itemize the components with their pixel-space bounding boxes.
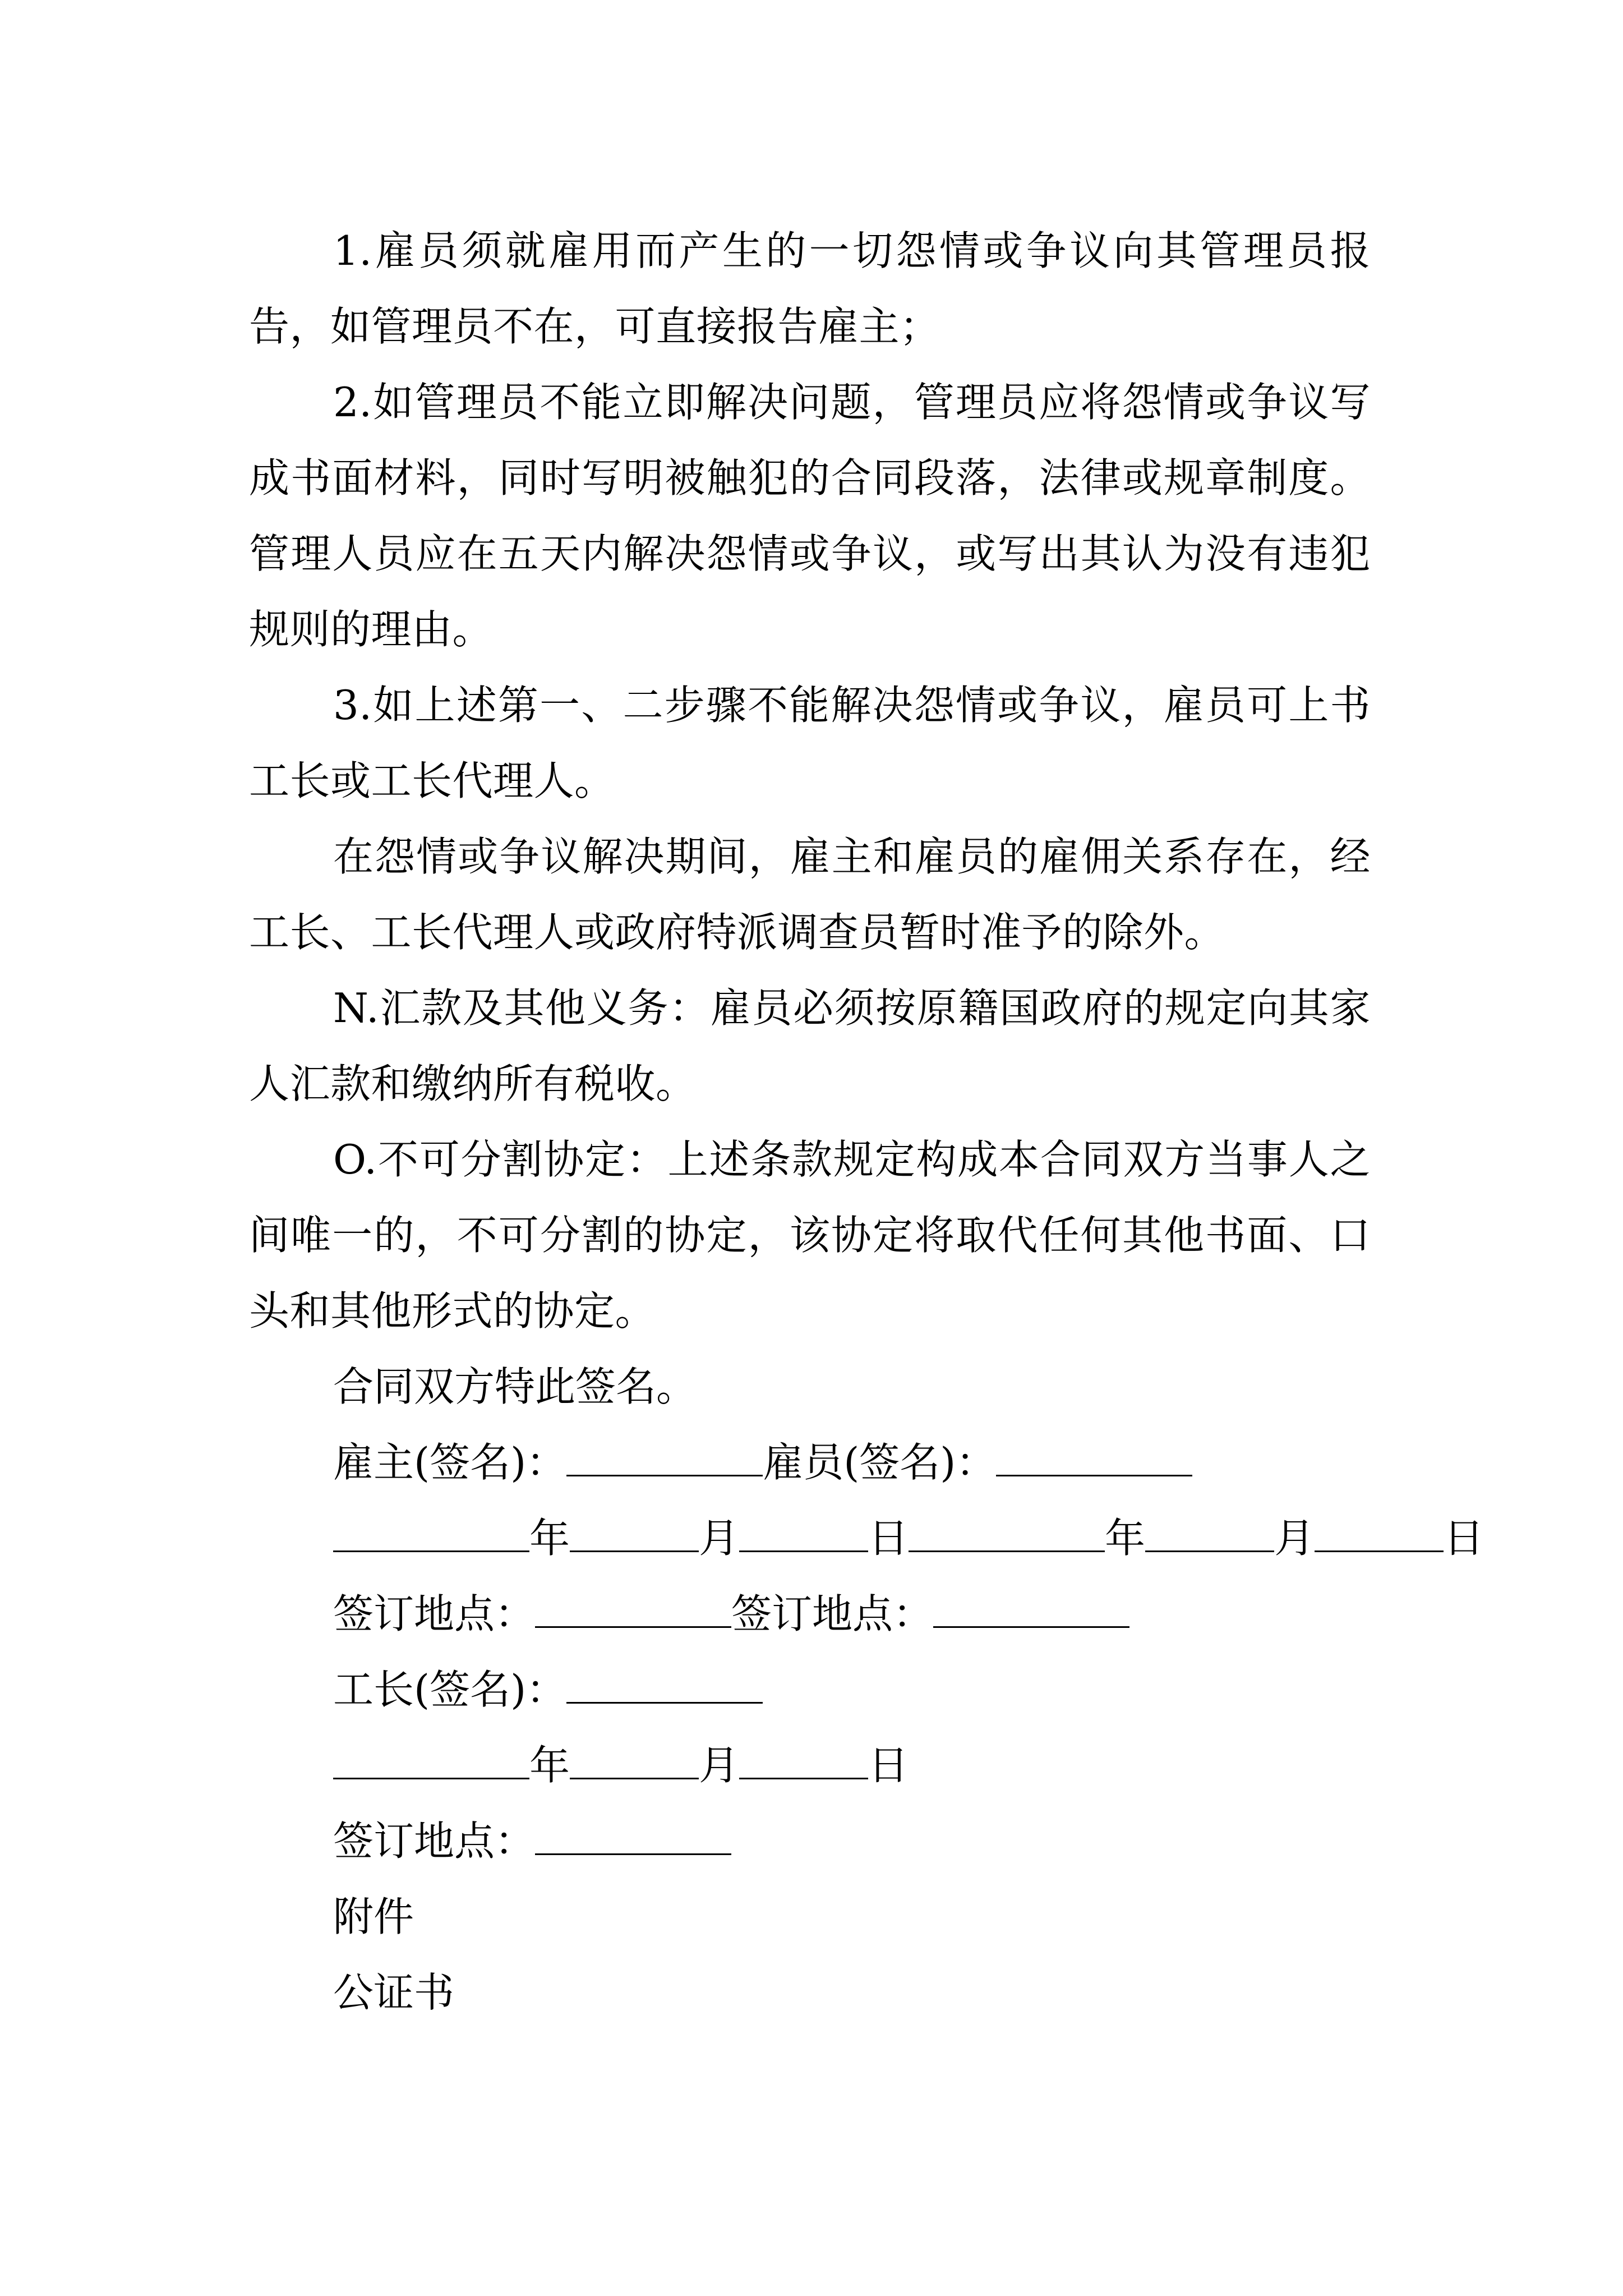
employer-signature-label: 雇主(签名)： bbox=[333, 1439, 567, 1486]
foreman-place-label: 签订地点： bbox=[333, 1818, 536, 1865]
day-label: 日 bbox=[868, 1742, 909, 1789]
month-label: 月 bbox=[699, 1515, 740, 1562]
foreman-year-blank bbox=[333, 1744, 529, 1779]
clause-3: 3.如上述第一、二步骤不能解决怨情或争议，雇员可上书工长或工长代理人。 bbox=[249, 682, 1371, 804]
employee-signature-blank bbox=[996, 1441, 1192, 1476]
employer-year-blank bbox=[333, 1517, 529, 1552]
signing-statement: 合同双方特此签名。 bbox=[333, 1363, 697, 1410]
clause-1: 1.雇员须就雇用而产生的一切怨情或争议向其管理员报告，如管理员不在，可直接报告雇主； bbox=[249, 227, 1371, 350]
place-line-parties bbox=[249, 1576, 1371, 1652]
month-label: 月 bbox=[699, 1742, 740, 1789]
dispute-period-paragraph: 在怨情或争议解决期间，雇主和雇员的雇佣关系存在，经工长、工长代理人或政府特派调查员暂时准予的除外。 bbox=[249, 833, 1371, 956]
year-label: 年 bbox=[529, 1742, 570, 1789]
clause-o-entire-agreement: O.不可分割协定：上述条款规定构成本合同双方当事人之间唯一的，不可分割的协定，该协定将取代任何其他书面、口头和其他形式的协定。 bbox=[249, 1136, 1371, 1335]
day-label: 日 bbox=[868, 1515, 909, 1562]
year-label: 年 bbox=[1105, 1515, 1146, 1562]
foreman-signature-label: 工长(签名)： bbox=[333, 1666, 567, 1713]
employee-year-blank bbox=[909, 1517, 1105, 1552]
foreman-date-line bbox=[249, 1728, 1371, 1803]
year-label: 年 bbox=[529, 1515, 570, 1562]
employer-month-blank bbox=[570, 1517, 699, 1552]
employer-place-label: 签订地点： bbox=[333, 1590, 536, 1637]
signature-line-parties bbox=[249, 1425, 1371, 1501]
document-content bbox=[249, 213, 1484, 2031]
notary-certificate-title: 公证书 bbox=[333, 1969, 455, 2016]
month-label: 月 bbox=[1274, 1515, 1315, 1562]
clause-2: 2.如管理员不能立即解决问题，管理员应将怨情或争议写成书面材料，同时写明被触犯的合同段落，法律或规章制度。管理人员应在五天内解决怨情或争议，或写出其认为没有违犯规则的理由。 bbox=[249, 379, 1371, 653]
foreman-day-blank bbox=[739, 1744, 868, 1779]
employee-day-blank bbox=[1315, 1517, 1444, 1552]
foreman-signature-blank bbox=[566, 1668, 763, 1704]
day-label: 日 bbox=[1444, 1515, 1484, 1562]
employer-place-blank bbox=[535, 1593, 731, 1628]
employee-signature-label: 雇员(签名)： bbox=[763, 1439, 997, 1486]
foreman-month-blank bbox=[570, 1744, 699, 1779]
date-line-parties bbox=[249, 1501, 1484, 1576]
clause-n-remittance: N.汇款及其他义务：雇员必须按原籍国政府的规定向其家人汇款和缴纳所有税收。 bbox=[249, 984, 1371, 1107]
employer-signature-blank bbox=[566, 1441, 763, 1476]
foreman-signature-line bbox=[249, 1652, 1371, 1728]
foreman-place-line bbox=[249, 1803, 1371, 1879]
foreman-place-blank bbox=[535, 1820, 731, 1855]
employee-place-blank bbox=[933, 1593, 1129, 1628]
employee-place-label: 签订地点： bbox=[731, 1590, 934, 1637]
employee-month-blank bbox=[1145, 1517, 1274, 1552]
attachment-heading: 附件 bbox=[333, 1893, 414, 1940]
employer-day-blank bbox=[739, 1517, 868, 1552]
